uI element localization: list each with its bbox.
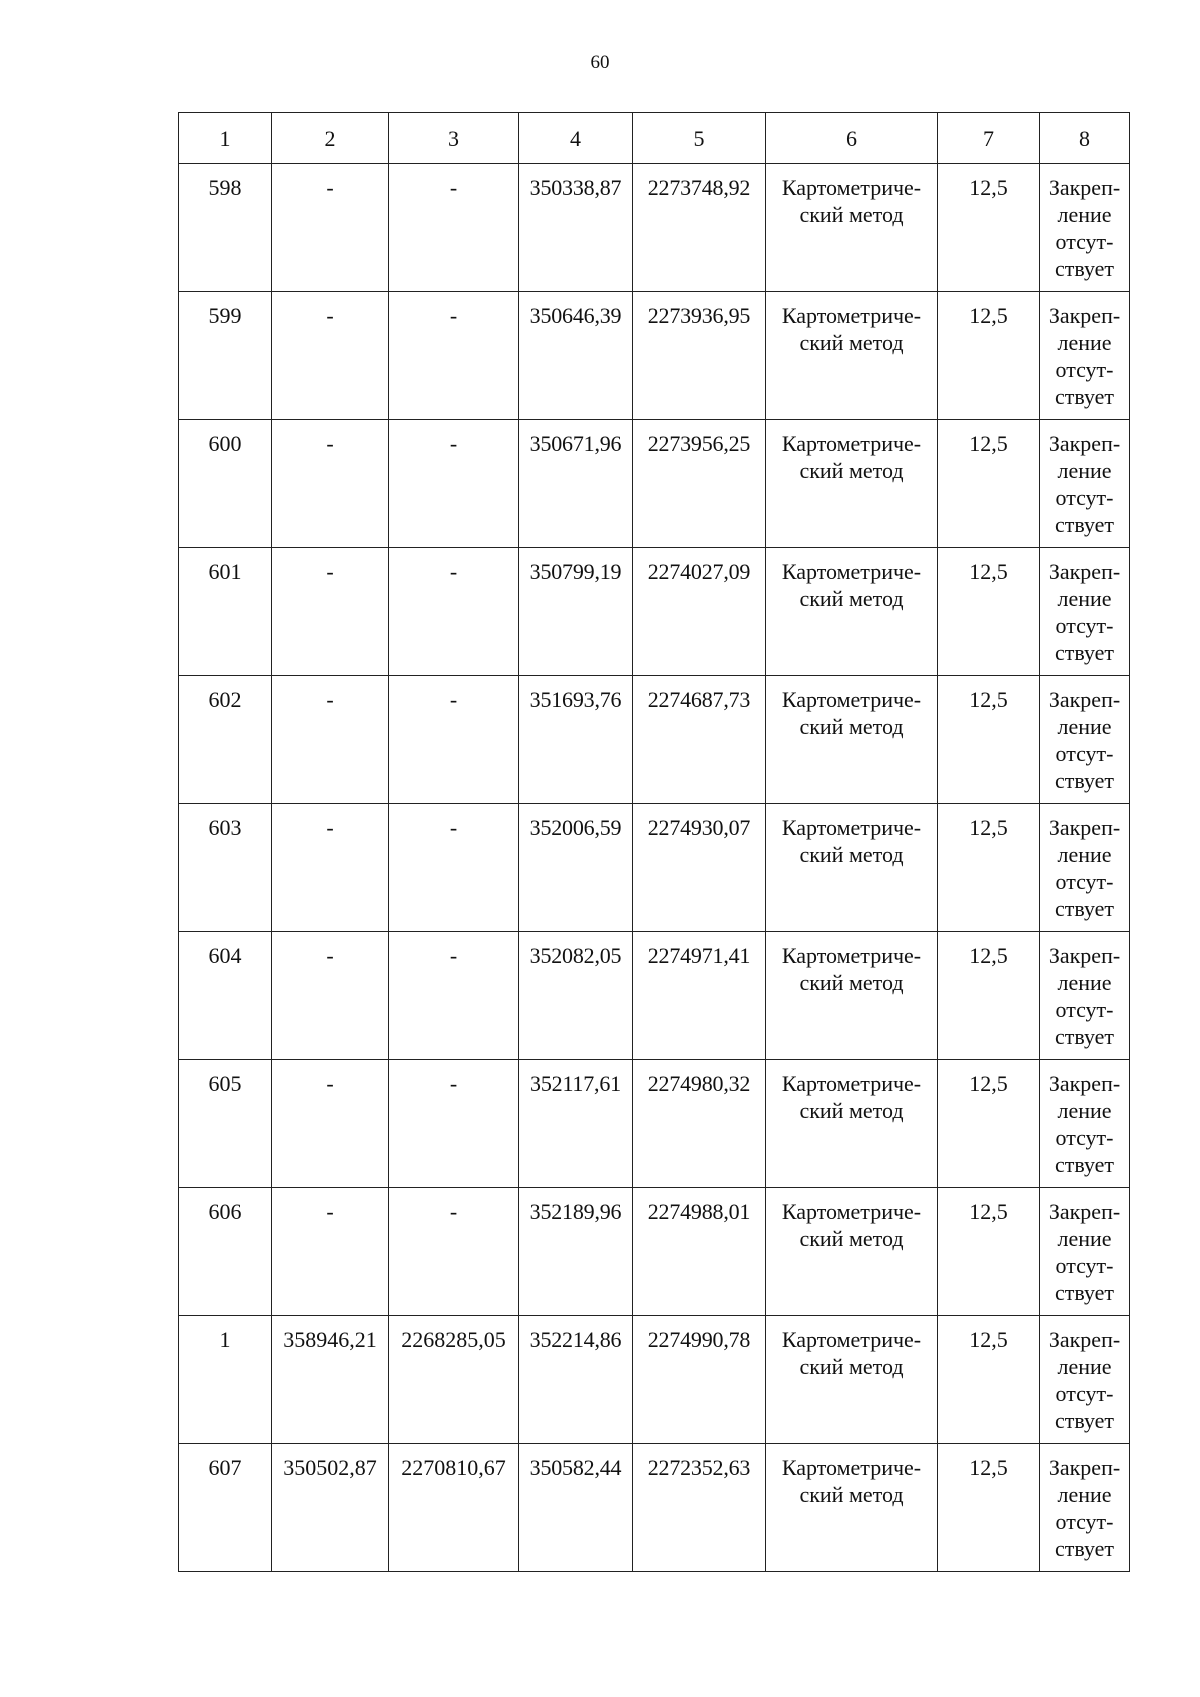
column-header-7: 7 [938,113,1040,164]
table-cell-col-1: 599 [179,292,272,420]
table-cell-col-2: - [272,1060,389,1188]
table-cell-col-6: Картометриче- ский метод [766,1188,938,1316]
table-row [179,292,1130,420]
table-cell-col-5: 2274971,41 [633,932,766,1060]
table-cell-col-8: Закреп- ление отсут- ствует [1040,804,1130,932]
column-header-3: 3 [389,113,519,164]
table-cell-col-3: - [389,676,519,804]
table-cell-col-4: 350338,87 [519,164,633,292]
table-cell-col-2: - [272,548,389,676]
table-cell-col-6: Картометриче- ский метод [766,548,938,676]
column-header-6: 6 [766,113,938,164]
table-cell-col-8: Закреп- ление отсут- ствует [1040,164,1130,292]
table-cell-col-3: - [389,1188,519,1316]
table-cell-col-7: 12,5 [938,1060,1040,1188]
table-cell-col-4: 352214,86 [519,1316,633,1444]
table-cell-col-7: 12,5 [938,1188,1040,1316]
table-cell-col-6: Картометриче- ский метод [766,1060,938,1188]
table-cell-col-2: - [272,676,389,804]
table-cell-col-7: 12,5 [938,1444,1040,1572]
table-cell-col-1: 607 [179,1444,272,1572]
table-cell-col-2: 350502,87 [272,1444,389,1572]
table-body [179,164,1130,1572]
table-cell-col-1: 601 [179,548,272,676]
table-row [179,1188,1130,1316]
column-header-2: 2 [272,113,389,164]
table-row [179,932,1130,1060]
table-cell-col-8: Закреп- ление отсут- ствует [1040,932,1130,1060]
table-cell-col-2: - [272,1188,389,1316]
table-cell-col-1: 605 [179,1060,272,1188]
table-cell-col-8: Закреп- ление отсут- ствует [1040,676,1130,804]
table-cell-col-4: 350582,44 [519,1444,633,1572]
table-cell-col-6: Картометриче- ский метод [766,676,938,804]
table-cell-col-1: 1 [179,1316,272,1444]
table-cell-col-3: - [389,420,519,548]
table-cell-col-4: 352006,59 [519,804,633,932]
table-cell-col-5: 2274027,09 [633,548,766,676]
table-cell-col-5: 2274687,73 [633,676,766,804]
table-cell-col-5: 2274980,32 [633,1060,766,1188]
table-row [179,1060,1130,1188]
table-cell-col-8: Закреп- ление отсут- ствует [1040,1444,1130,1572]
table-cell-col-7: 12,5 [938,420,1040,548]
table-cell-col-8: Закреп- ление отсут- ствует [1040,292,1130,420]
table-cell-col-6: Картометриче- ский метод [766,1316,938,1444]
table-cell-col-2: - [272,804,389,932]
column-header-8: 8 [1040,113,1130,164]
table-cell-col-3: - [389,548,519,676]
column-header-4: 4 [519,113,633,164]
table-cell-col-5: 2274930,07 [633,804,766,932]
table-header-row [179,113,1130,164]
table-cell-col-7: 12,5 [938,164,1040,292]
table-cell-col-8: Закреп- ление отсут- ствует [1040,1060,1130,1188]
table-cell-col-2: - [272,292,389,420]
table-cell-col-5: 2273748,92 [633,164,766,292]
table-row [179,1444,1130,1572]
table-cell-col-4: 350671,96 [519,420,633,548]
table-cell-col-2: - [272,164,389,292]
table-cell-col-6: Картометриче- ский метод [766,1444,938,1572]
table-cell-col-7: 12,5 [938,676,1040,804]
table-cell-col-6: Картометриче- ский метод [766,932,938,1060]
table-cell-col-1: 602 [179,676,272,804]
table-cell-col-4: 350799,19 [519,548,633,676]
page-number: 60 [590,52,610,73]
table-cell-col-3: - [389,292,519,420]
table-cell-col-6: Картометриче- ский метод [766,804,938,932]
table-cell-col-1: 603 [179,804,272,932]
table-row [179,164,1130,292]
table-cell-col-5: 2274990,78 [633,1316,766,1444]
table-cell-col-6: Картометриче- ский метод [766,292,938,420]
table-cell-col-8: Закреп- ление отсут- ствует [1040,1188,1130,1316]
table-cell-col-7: 12,5 [938,548,1040,676]
table-cell-col-8: Закреп- ление отсут- ствует [1040,548,1130,676]
table-row [179,1316,1130,1444]
table-row [179,804,1130,932]
table-cell-col-1: 600 [179,420,272,548]
table-cell-col-1: 604 [179,932,272,1060]
table-cell-col-4: 352189,96 [519,1188,633,1316]
table-cell-col-3: - [389,804,519,932]
table-cell-col-4: 351693,76 [519,676,633,804]
table-cell-col-2: 358946,21 [272,1316,389,1444]
table-row [179,548,1130,676]
table-cell-col-3: - [389,1060,519,1188]
table-cell-col-2: - [272,420,389,548]
table-cell-col-8: Закреп- ление отсут- ствует [1040,420,1130,548]
table-cell-col-3: - [389,164,519,292]
column-header-5: 5 [633,113,766,164]
table-cell-col-7: 12,5 [938,292,1040,420]
table-cell-col-3: 2268285,05 [389,1316,519,1444]
table-cell-col-1: 606 [179,1188,272,1316]
table-cell-col-4: 350646,39 [519,292,633,420]
table-row [179,420,1130,548]
table-cell-col-2: - [272,932,389,1060]
table-cell-col-1: 598 [179,164,272,292]
table-cell-col-6: Картометриче- ский метод [766,420,938,548]
table-cell-col-4: 352117,61 [519,1060,633,1188]
coordinates-table [178,112,1130,1572]
table-cell-col-5: 2273936,95 [633,292,766,420]
table-row [179,676,1130,804]
table-cell-col-4: 352082,05 [519,932,633,1060]
table-cell-col-7: 12,5 [938,804,1040,932]
table-cell-col-7: 12,5 [938,1316,1040,1444]
table-cell-col-7: 12,5 [938,932,1040,1060]
table-cell-col-3: 2270810,67 [389,1444,519,1572]
table-cell-col-6: Картометриче- ский метод [766,164,938,292]
column-header-1: 1 [179,113,272,164]
table-cell-col-5: 2273956,25 [633,420,766,548]
table-cell-col-3: - [389,932,519,1060]
table-cell-col-5: 2272352,63 [633,1444,766,1572]
table-cell-col-5: 2274988,01 [633,1188,766,1316]
table-cell-col-8: Закреп- ление отсут- ствует [1040,1316,1130,1444]
